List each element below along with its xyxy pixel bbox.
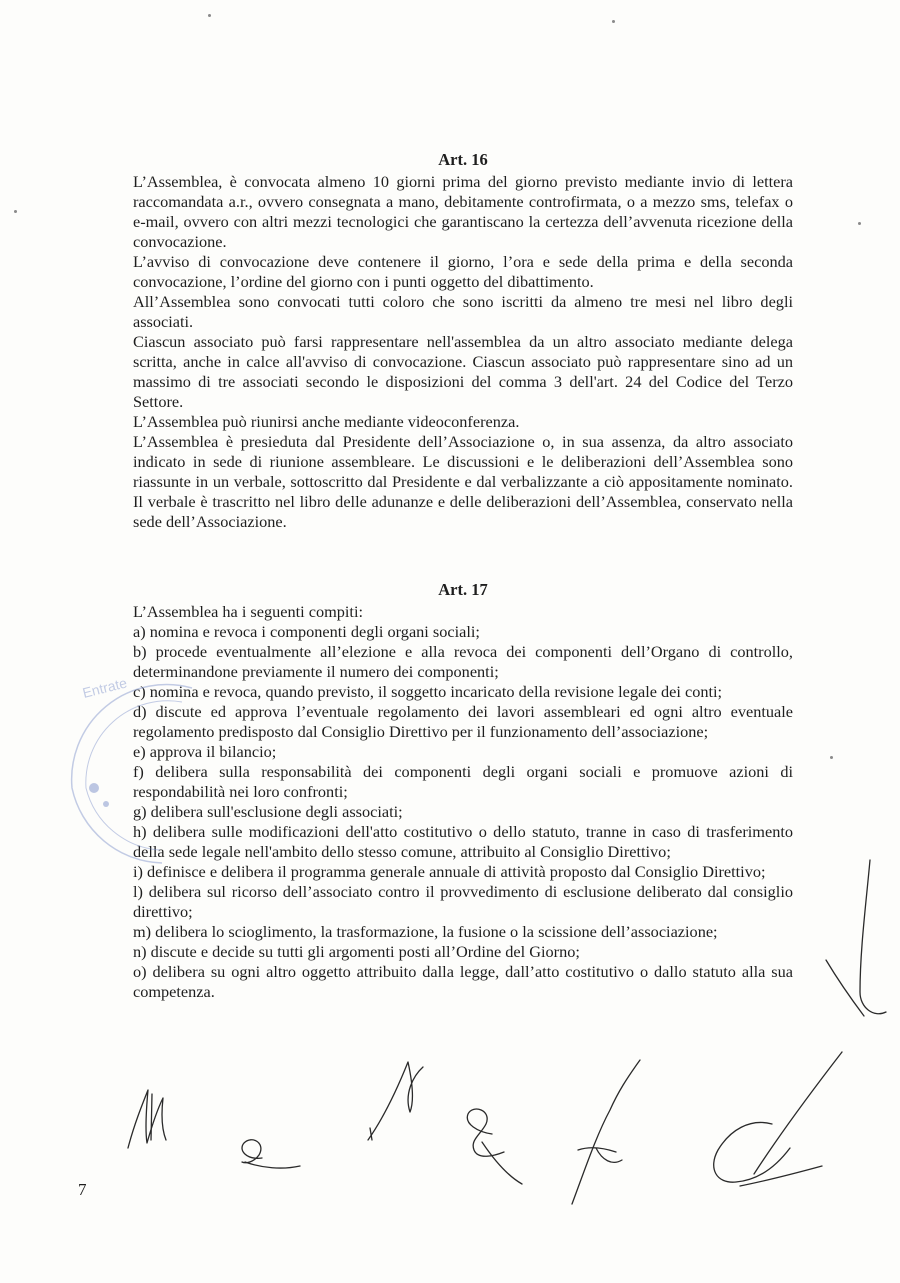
signature-3 [368,1062,423,1140]
signature-1 [128,1090,166,1148]
article-17-item: m) delibera lo scioglimento, la trasformazione, la fusione o la scissione dell’associazione; [133,922,718,941]
signature-2 [242,1140,300,1168]
article-17-item: g) delibera sull'esclusione degli associati; [133,802,403,821]
article-17-item: b) procede eventualmente all’elezione e alla revoca dei componenti dell’Organo di controllo, determinandone previamente il numero dei componenti; [133,642,793,681]
article-16-paragraph: L’Assemblea è presieduta dal Presidente dell’Associazione o, in sua assenza, da altro associato indicato in sede di riunione assembleare. Le discussioni e le deliberazioni dell’Assemblea sono riassunte in un verbale, sottoscritto dal Presidente e dal verbalizzante a ciò appositamente nominato. Il verbale è trascritto nel libro delle adunanze e delle deliberazioni dell’Assemblea, conservato nella sede dell’Associazione. [133,432,793,531]
signature-6 [714,1052,842,1186]
svg-text:Entrate: Entrate [80,674,129,701]
article-16-paragraph: L’Assemblea, è convocata almeno 10 giorni prima del giorno previsto mediante invio di lettera raccomandata a.r., ovvero consegnata a mano, debitamente controfirmata, o a mezzo sms, telefax o e-mail, ovvero con altri mezzi tecnologici che garantiscano la certezza dell’avvenuta ricezione della convocazione. [133,172,793,251]
signature-margin [826,860,886,1016]
office-stamp [52,668,202,868]
article-16-title: Art. 16 [438,150,488,169]
article-17-item: o) delibera su ogni altro oggetto attribuito dalla legge, dall’atto costitutivo o dallo statuto alla sua competenza. [133,962,793,1001]
article-17-item: a) nomina e revoca i componenti degli organi sociali; [133,622,480,641]
article-17-item: n) discute e decide su tutti gli argomenti posti all’Ordine del Giorno; [133,942,580,961]
signature-5 [572,1060,640,1204]
article-16 [133,150,793,532]
article-16-paragraph: Ciascun associato può farsi rappresentare nell'assemblea da un altro associato mediante delega scritta, anche in calce all'avviso di convocazione. Ciascun associato può rappresentare sino ad un massimo di tre associati secondo le disposizioni del comma 3 dell'art. 24 del Codice del Terzo Settore. [133,332,793,411]
article-17-intro: L’Assemblea ha i seguenti compiti: [133,602,364,621]
article-17-item: h) delibera sulle modificazioni dell'atto costitutivo o dello statuto, tranne in caso di trasferimento della sede legale nell'ambito dello stesso comune, attribuito al Consiglio Direttivo; [133,822,793,861]
article-16-paragraph: All’Assemblea sono convocati tutti coloro che sono iscritti da almeno tre mesi nel libro degli associati. [133,292,793,331]
article-17-item: f) delibera sulla responsabilità dei componenti degli organi sociali e promuove azioni di respondabilità nei loro confronti; [133,762,793,801]
article-17 [133,580,793,1002]
article-17-item: d) discute ed approva l’eventuale regolamento dei lavori assembleari ed ogni altro eventuale regolamento predisposto dal Consiglio Direttivo per il funzionamento dell’associazione; [133,702,793,741]
article-16-paragraph: L’Assemblea può riunirsi anche mediante videoconferenza. [133,412,520,431]
article-17-item: i) definisce e delibera il programma generale annuale di attività proposto dal Consiglio Direttivo; [133,862,766,881]
article-17-item: e) approva il bilancio; [133,742,277,761]
article-17-item: c) nomina e revoca, quando previsto, il soggetto incaricato della revisione legale dei conti; [133,682,723,701]
article-17-item: l) delibera sul ricorso dell’associato contro il provvedimento di esclusione deliberato dal consiglio direttivo; [133,882,793,921]
article-17-title: Art. 17 [438,580,488,599]
article-16-paragraph: L’avviso di convocazione deve contenere il giorno, l’ora e sede della prima e della seconda convocazione, l’ordine del giorno con i punti oggetto del dibattimento. [133,252,793,291]
signature-4 [467,1109,522,1184]
page-number: 7 [78,1180,87,1199]
